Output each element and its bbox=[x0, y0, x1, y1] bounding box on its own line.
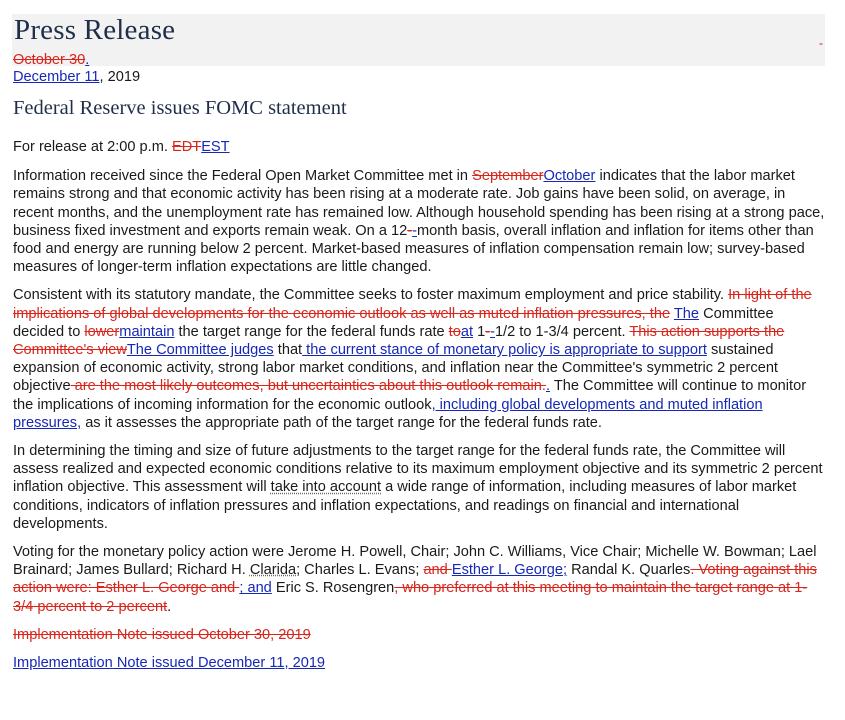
deleted-text: - bbox=[485, 323, 491, 340]
release-inserted-zone: EST bbox=[201, 139, 230, 155]
inserted-text: maintain bbox=[119, 323, 175, 340]
inserted-text: . bbox=[545, 378, 551, 395]
header-change-marker: - bbox=[819, 36, 823, 50]
release-dates bbox=[13, 52, 140, 86]
inserted-text: - bbox=[412, 222, 417, 239]
text-run: Consistent with its statutory mandate, the Committee seeks to foster maximum employment and price stability. bbox=[13, 287, 729, 304]
text-run: Eric S. Rosengren bbox=[271, 580, 395, 597]
deleted-text: lower bbox=[84, 323, 120, 340]
paragraph-policy bbox=[13, 286, 825, 432]
inserted-text: Esther L. George; bbox=[451, 562, 568, 579]
deleted-text: In light of the implications of global developments for the economic outlook as well as muted inflation pressures, the bbox=[13, 287, 812, 322]
deleted-text: to bbox=[448, 323, 461, 340]
text-run: month basis, overall inflation and inflation for items other than food and energy are running below 2 percent. Market-based measures of inflation compensation remain low; survey-based measures of longer-term inflation expectations are little changed. bbox=[13, 222, 814, 276]
text-run: In determining the timing and size of future adjustments to the target range for the federal funds rate, the Committee will assess realized and expected economic conditions relative to its maximum employment objective and its symmetric 2 percent inflation objective. This assessment will bbox=[13, 443, 823, 496]
text-run: ; Charles L. Evans; bbox=[296, 562, 424, 579]
inserted-text: The Committee judges bbox=[126, 342, 274, 359]
deleted-text: - bbox=[407, 222, 413, 239]
implementation-note-link[interactable]: Implementation Note issued December 11, 2019 bbox=[13, 655, 326, 672]
inserted-text: the current stance of monetary policy is appropriate to support bbox=[302, 342, 707, 359]
deleted-text: and bbox=[423, 562, 452, 579]
deleted-text: September bbox=[472, 168, 544, 185]
text-run: the target range for the federal funds rate bbox=[174, 323, 449, 340]
text-run: Randal K. Quarles bbox=[567, 562, 691, 579]
implementation-note-new[interactable] bbox=[13, 654, 825, 672]
inserted-text: ; and bbox=[239, 580, 272, 597]
text-run: sustained expansion of economic activity, strong labor market conditions, and inflation near the Committee's symmetric 2 percent objective bbox=[13, 342, 778, 395]
implementation-note-old[interactable] bbox=[13, 626, 825, 644]
date-year: , 2019 bbox=[99, 69, 141, 85]
text-run: Information received since the Federal Open Market Committee met in bbox=[13, 168, 473, 185]
text-run: The Committee will continue to monitor the implications of incoming information for the economic outlook bbox=[13, 378, 807, 413]
text-run: Committee decided to bbox=[13, 305, 774, 340]
text-run: 1/2 to 1-3/4 percent. bbox=[494, 323, 630, 340]
deleted-text: , who preferred at this meeting to maintain the target range at 1-3/4 percent to 2 percent bbox=[13, 580, 808, 615]
text-run: as it assesses the appropriate path of the target range for the federal funds rate. bbox=[81, 414, 602, 431]
paragraph-voting bbox=[13, 543, 825, 616]
statement-title: Federal Reserve issues FOMC statement bbox=[13, 97, 347, 119]
deleted-date-tail: . bbox=[85, 52, 90, 68]
inserted-date: December 11 bbox=[13, 69, 100, 85]
deleted-note-link[interactable]: Implementation Note issued October 30, 2019 bbox=[13, 626, 311, 643]
paragraph-economy bbox=[13, 167, 825, 276]
page-title: Press Release bbox=[14, 14, 176, 46]
deleted-date: October 30 bbox=[13, 52, 86, 68]
text-run: indicates that the labor market remains strong and that economic activity has been rising at a moderate rate. Job gains have been solid, on average, in recent months, and the unemployment rate has remained low. Although household spending has been rising at a strong pace, business fixed investment and exports remain weak. On a 12 bbox=[13, 168, 825, 239]
statement-body bbox=[13, 138, 825, 672]
deleted-text: This action supports the Committee's view bbox=[13, 323, 785, 359]
flagged-text: Clarida bbox=[249, 562, 297, 579]
paragraph-future-adjustments bbox=[13, 442, 825, 533]
inserted-text: The bbox=[673, 305, 700, 322]
inserted-text: at bbox=[460, 323, 474, 340]
text-run: . bbox=[167, 598, 172, 615]
current-date-line bbox=[13, 69, 140, 86]
deleted-date-line bbox=[13, 52, 140, 69]
flagged-text: take into account bbox=[270, 479, 382, 496]
text-run: Voting for the monetary policy action were Jerome H. Powell, Chair; John C. Williams, Vice Chair; Michelle W. Bowman; Lael Brainard; James Bullard; Richard H. bbox=[13, 544, 817, 579]
inserted-text: October bbox=[543, 168, 596, 185]
deleted-text: . Voting against this action were: Esther L. George and bbox=[13, 562, 817, 597]
text-run: a wide range of information, including measures of labor market conditions, indicators of inflation pressures and inflation expectations, and readings on financial and international developments. bbox=[13, 479, 797, 532]
text-run: 1 bbox=[473, 323, 486, 340]
inserted-text: - bbox=[490, 323, 495, 340]
deleted-text: are the most likely outcomes, but uncertainties about this outlook remain. bbox=[70, 378, 546, 395]
inserted-text: , including global developments and muted inflation pressures, bbox=[13, 396, 763, 431]
release-time bbox=[13, 138, 825, 156]
release-prefix: For release at 2:00 p.m. bbox=[13, 139, 172, 155]
release-deleted-zone: EDT bbox=[172, 139, 202, 155]
text-run: that bbox=[273, 342, 303, 359]
